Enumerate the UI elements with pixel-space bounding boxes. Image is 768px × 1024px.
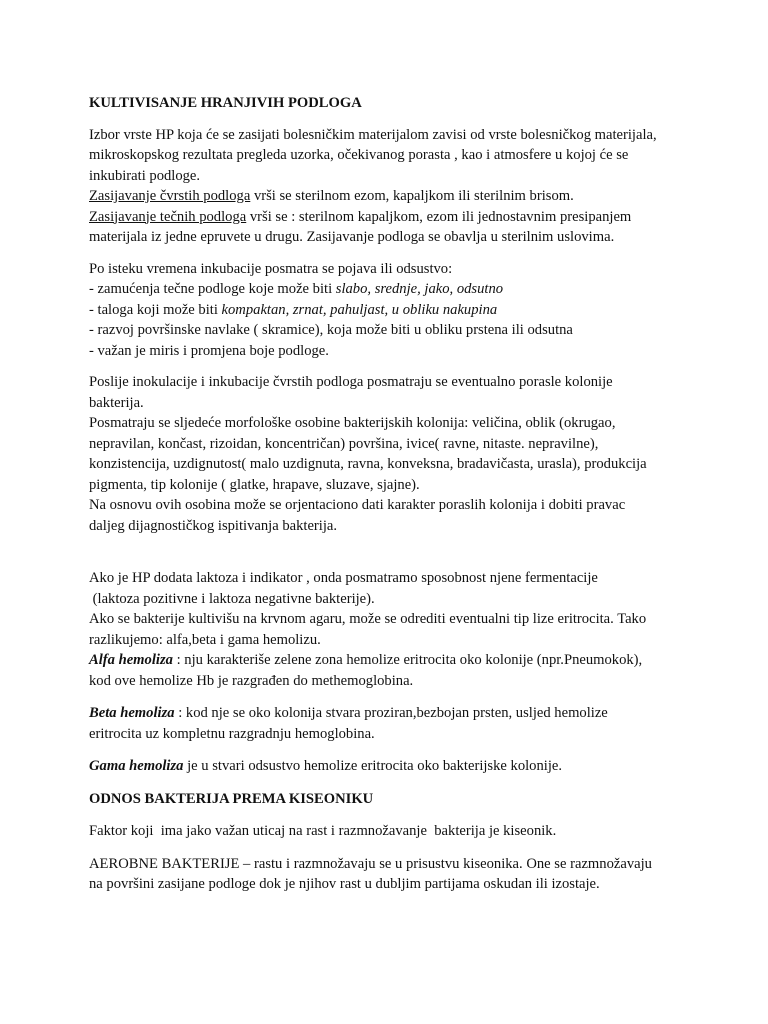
bold-italic-term: Alfa hemoliza (89, 652, 173, 668)
text-line (89, 186, 709, 207)
paragraph-laktoza (89, 568, 709, 691)
text-line: Ako je HP dodata laktoza i indikator , onda posmatramo sposobnost njene fermentacije (89, 570, 598, 586)
text-span: : nju karakteriše zelene zona hemolize eritrocita oko kolonije (npr.Pneumokok), (172, 652, 643, 668)
text-line: Poslije inokulacije i inkubacije čvrstih podloga posmatraju se eventualno porasle kolonije (89, 374, 613, 390)
document-body (89, 93, 709, 895)
paragraph-poslije (89, 372, 709, 536)
text-line: mikroskopskog rezultata pregleda uzorka, očekivanog porasta , kao i atmosfere u kojoj će se (89, 147, 629, 163)
paragraph-beta (89, 703, 709, 744)
text-line (89, 650, 709, 671)
text-line: Ako se bakterije kultivišu na krvnom agaru, može se odrediti eventualni tip lize eritrocita. Tako (89, 611, 647, 627)
text-line: pigmenta, tip kolonije ( glatke, hrapave, sluzave, sjajne). (89, 476, 420, 493)
text-span: vrši se : sterilnom kapaljkom, ezom ili jednostavnim presipanjem (246, 208, 632, 225)
underlined-term: Zasijavanje čvrstih podloga (89, 188, 251, 204)
italic-text: kompaktan, zrnat, pahuljast, u obliku nakupina (221, 301, 498, 318)
italic-text: slabo, srednje, jako, odsutno (335, 281, 504, 297)
text-line: eritrocita uz kompletnu razgradnju hemoglobina. (89, 725, 375, 742)
underlined-term: Zasijavanje tečnih podloga (89, 208, 247, 225)
text-line: Na osnovu ovih osobina može se orjentaciono dati karakter poraslih kolonija i dobiti pravac (89, 497, 626, 513)
text-line: razlikujemo: alfa,beta i gama hemolizu. (89, 631, 321, 648)
text-line: kod ove hemolize Hb je razgrađen do methemoglobina. (89, 672, 414, 689)
text-line: (laktoza pozitivne i laktoza negativne bakterije). (89, 590, 375, 607)
text-line (89, 300, 709, 321)
text-line: Izbor vrste HP koja će se zasijati bolesničkim materijalom zavisi od vrste bolesničkog materijala, (89, 126, 657, 143)
text-line (89, 703, 709, 724)
bold-italic-term: Gama hemoliza (89, 758, 184, 774)
section-heading-kultivisanje: KULTIVISANJE HRANJIVIH PODLOGA (89, 95, 362, 111)
text-span: vrši se sterilnom ezom, kapaljkom ili sterilnim brisom. (250, 188, 574, 204)
text-span: - taloga koji može biti (89, 301, 222, 318)
paragraph-gama (89, 756, 709, 777)
text-line: konzistencija, uzdignutost( malo uzdignuta, ravna, konveksna, bradavičasta, urasla), produkcija (89, 456, 647, 472)
paragraph-faktor (89, 821, 709, 842)
text-line: - razvoj površinske navlake ( skramice), koja može biti u obliku prstena ili odsutna (89, 322, 573, 338)
text-line: Po isteku vremena inkubacije posmatra se pojava ili odsustvo: (89, 260, 453, 277)
text-line: daljeg dijagnostičkog ispitivanja bakterija. (89, 517, 338, 534)
paragraph-aerobne (89, 854, 709, 895)
text-line: bakterija. (89, 394, 144, 411)
text-span: je u stvari odsustvo hemolize eritrocita oko bakterijske kolonije. (183, 758, 563, 774)
paragraph-po-isteku (89, 259, 709, 362)
text-line (89, 756, 709, 777)
text-span: : kod nje se oko kolonija stvara proziran,bezbojan prsten, usljed hemolize (174, 705, 608, 721)
paragraph-izbor (89, 125, 709, 248)
text-line: inkubirati podloge. (89, 167, 201, 184)
bold-italic-term: Beta hemoliza (89, 705, 175, 721)
text-line (89, 279, 709, 300)
text-span: - zamućenja tečne podloge koje može biti (89, 281, 336, 297)
text-line: na površini zasijane podloge dok je njihov rast u dubljim partijama oskudan ili izostaje. (89, 876, 600, 892)
text-line (89, 207, 709, 228)
section-heading-odnos: ODNOS BAKTERIJA PREMA KISEONIKU (89, 790, 374, 807)
text-line: AEROBNE BAKTERIJE – rastu i razmnožavaju se u prisustvu kiseonika. One se razmnožavaju (89, 855, 652, 872)
text-line: Posmatraju se sljedeće morfološke osobine bakterijskih kolonija: veličina, oblik (okrugao, (89, 415, 616, 431)
text-line: - važan je miris i promjena boje podloge. (89, 342, 329, 359)
text-line: Faktor koji ima jako važan uticaj na rast i razmnožavanje bakterija je kiseonik. (89, 823, 557, 839)
text-line: materijala iz jedne epruvete u drugu. Zasijavanje podloga se obavlja u sterilnim uslovima. (89, 229, 615, 245)
text-line: nepravilan, končast, rizoidan, koncentričan) površina, ivice( ravne, nitaste. nepravilne), (89, 435, 599, 452)
